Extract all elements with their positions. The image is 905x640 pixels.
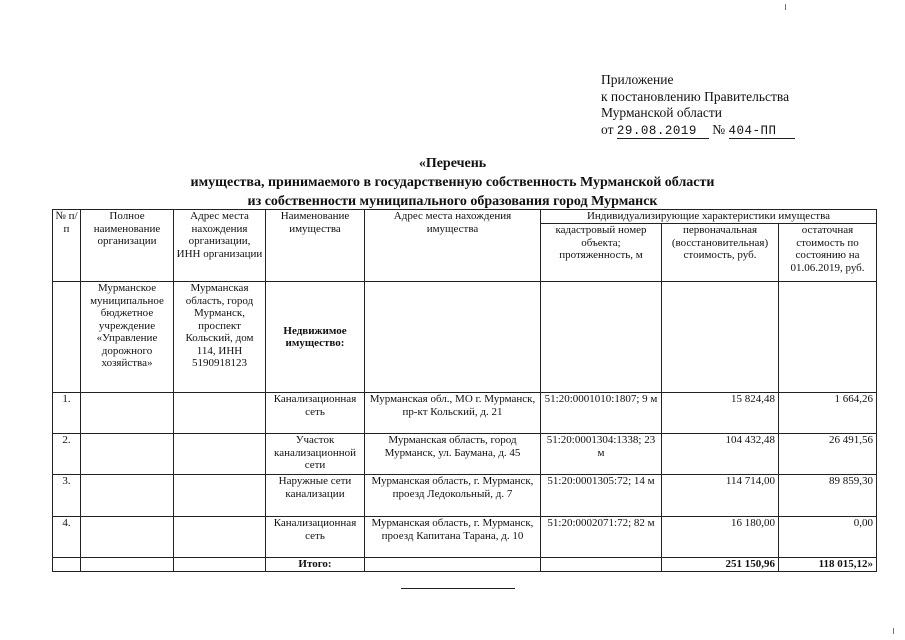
- row-property-address: Мурманская область, г. Мурманск, проезд Ледокольный, д. 7: [365, 475, 541, 517]
- table-header-row-1: [53, 210, 877, 224]
- number-prefix: №: [712, 121, 726, 137]
- header-residual-cost: остаточная стоимость по состоянию на 01.06.2019, руб.: [779, 224, 877, 282]
- appendix-reference: к постановлению Правительства: [601, 88, 790, 104]
- row-cadastral: 51:20:0002071:72; 82 м: [541, 517, 662, 558]
- row-residual-cost: 26 491,56: [779, 434, 877, 475]
- header-cadastral: кадастровый номер объекта; протяженность, м: [541, 224, 662, 282]
- closing-rule: [401, 588, 515, 589]
- row-num: 3.: [53, 475, 81, 517]
- total-residual-cost: 118 015,12»: [779, 558, 877, 572]
- table-row: [53, 393, 877, 434]
- organization-row: [53, 282, 877, 393]
- table-row: [53, 517, 877, 558]
- row-num: 2.: [53, 434, 81, 475]
- header-org-name: Полное наименование организации: [81, 210, 174, 282]
- row-residual-cost: 1 664,26: [779, 393, 877, 434]
- date-prefix: от: [601, 121, 614, 137]
- row-cadastral: 51:20:0001305:72; 14 м: [541, 475, 662, 517]
- appendix-title: Приложение: [601, 72, 674, 87]
- document-title-line1: «Перечень: [418, 156, 487, 171]
- row-num: 1.: [53, 393, 81, 434]
- row-cadastral: 51:20:0001304:1338; 23 м: [541, 434, 662, 475]
- scan-artifact: [785, 4, 786, 10]
- row-property-address: Мурманская обл., МО г. Мурманск, пр-кт Кольский, д. 21: [365, 393, 541, 434]
- row-property-address: Мурманская область, город Мурманск, ул. Баумана, д. 45: [365, 434, 541, 475]
- row-initial-cost: 16 180,00: [662, 517, 779, 558]
- decree-date: 29.08.2019: [617, 125, 709, 139]
- row-cadastral: 51:20:0001010:1807; 9 м: [541, 393, 662, 434]
- header-initial-cost: первоначальная (восстановительная) стоимость, руб.: [662, 224, 779, 282]
- header-property-address: Адрес места нахождения имущества: [365, 210, 541, 282]
- document-title-line2: имущества, принимаемого в государственную собственность Мурманской области: [190, 175, 715, 190]
- document-title-line3: из собственности муниципального образования город Мурманск: [247, 194, 658, 209]
- row-residual-cost: 0,00: [779, 517, 877, 558]
- row-property-name: Канализационная сеть: [266, 517, 365, 558]
- header-org-address: Адрес места нахождения организации, ИНН организации: [174, 210, 266, 282]
- row-initial-cost: 114 714,00: [662, 475, 779, 517]
- total-initial-cost: 251 150,96: [662, 558, 779, 572]
- property-type-cell: Недвижимое имущество:: [266, 282, 365, 393]
- header-characteristics: Индивидуализирующие характеристики имущества: [541, 210, 877, 224]
- decree-number: 404-ПП: [729, 125, 795, 139]
- appendix-date-number: [601, 122, 795, 139]
- row-property-name: Участок канализационной сети: [266, 434, 365, 475]
- total-label: Итого:: [266, 558, 365, 572]
- row-property-name: Наружные сети канализации: [266, 475, 365, 517]
- row-property-name: Канализационная сеть: [266, 393, 365, 434]
- appendix-block: [601, 72, 795, 139]
- row-property-address: Мурманская область, г. Мурманск, проезд Капитана Тарана, д. 10: [365, 517, 541, 558]
- row-initial-cost: 15 824,48: [662, 393, 779, 434]
- table-row: [53, 434, 877, 475]
- org-name-cell: Мурманское муниципальное бюджетное учреждение «Управление дорожного хозяйства»: [81, 282, 174, 393]
- appendix-region: Мурманской области: [601, 105, 722, 120]
- row-initial-cost: 104 432,48: [662, 434, 779, 475]
- header-num: № п/п: [53, 210, 81, 282]
- property-table: [52, 209, 877, 572]
- org-address-cell: Мурманская область, город Мурманск, проспект Кольский, дом 114, ИНН 5190918123: [174, 282, 266, 393]
- scan-artifact: [893, 628, 894, 634]
- row-num: 4.: [53, 517, 81, 558]
- row-residual-cost: 89 859,30: [779, 475, 877, 517]
- table-row: [53, 475, 877, 517]
- header-property-name: Наименование имущества: [266, 210, 365, 282]
- total-row: [53, 558, 877, 572]
